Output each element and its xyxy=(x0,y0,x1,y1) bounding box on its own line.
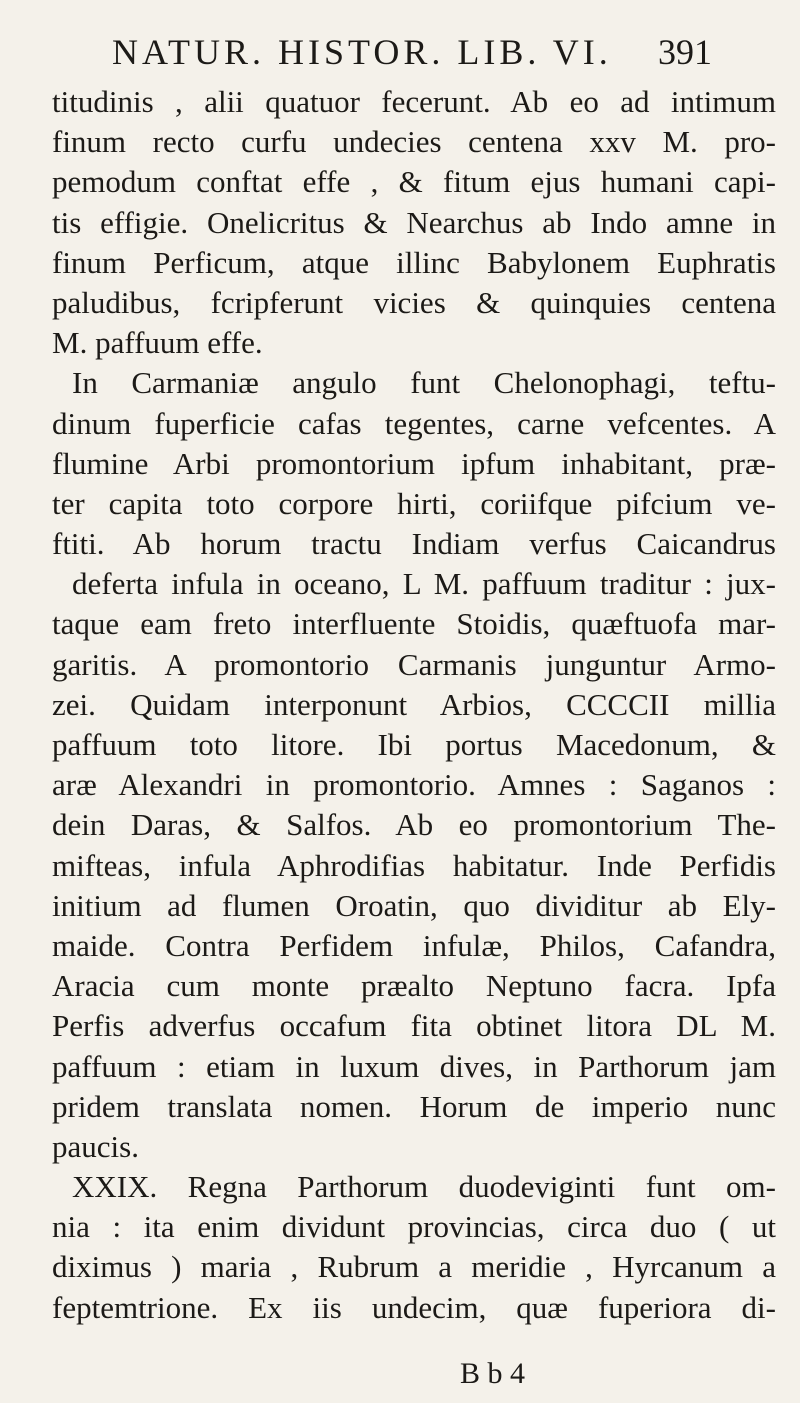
text-line: taque eam freto interfluente Stoidis, quæftuofa mar- xyxy=(52,606,776,642)
text-line: dinum fuperficie cafas tegentes, carne vefcentes. A xyxy=(52,405,776,441)
text-line: pemodum conftat effe , & fitum ejus humani capi- xyxy=(52,164,776,200)
text-line: Aracia cum monte præalto Neptuno facra. Ipfa xyxy=(52,968,776,1004)
text-line: maide. Contra Perfidem infulæ, Philos, Cafandra, xyxy=(52,927,776,963)
text-line: pridem translata nomen. Horum de imperio nunc xyxy=(52,1088,776,1124)
text-line: paffuum : etiam in luxum dives, in Parthorum jam xyxy=(52,1048,776,1084)
text-line: ter capita toto corpore hirti, coriifque pifcium ve- xyxy=(52,485,776,521)
text-line: Perfis adverfus occafum fita obtinet litora DL M. xyxy=(52,1008,776,1044)
text-line: nia : ita enim dividunt provincias, circa duo ( ut xyxy=(52,1209,776,1245)
chapter-start-line: XXIX. Regna Parthorum duodeviginti funt om- xyxy=(72,1169,776,1205)
text-line: aræ Alexandri in promontorio. Amnes : Saganos : xyxy=(52,767,776,803)
text-line: zei. Quidam interponunt Arbios, CCCCII millia xyxy=(52,686,776,722)
body-text xyxy=(52,82,776,1328)
signature-mark: B b 4 xyxy=(460,1357,526,1390)
running-head xyxy=(112,28,712,76)
text-line: paucis. xyxy=(52,1128,139,1164)
text-line: tis effigie. Onelicritus & Nearchus ab Indo amne in xyxy=(52,204,776,240)
text-line: paludibus, fcripferunt vicies & quinquies centena xyxy=(52,284,776,320)
text-line: feptemtrione. Ex iis undecim, quæ fuperiora di- xyxy=(52,1289,776,1325)
page-number: 391 xyxy=(658,32,712,72)
text-line: finum recto curfu undecies centena xxv M. pro- xyxy=(52,124,776,160)
text-line: ftiti. Ab horum tractu Indiam verfus Caicandrus xyxy=(52,526,776,562)
text-line: M. paffuum effe. xyxy=(52,325,263,361)
paragraph-start-line: In Carmaniæ angulo funt Chelonophagi, teftu- xyxy=(72,365,776,401)
text-line: titudinis , alii quatuor fecerunt. Ab eo ad intimum xyxy=(52,84,776,119)
text-line: diximus ) maria , Rubrum a meridie , Hyrcanum a xyxy=(52,1249,776,1285)
text-line: dein Daras, & Salfos. Ab eo promontorium The- xyxy=(52,807,776,843)
text-line: paffuum toto litore. Ibi portus Macedonum, & xyxy=(52,727,776,762)
text-line: garitis. A promontorio Carmanis junguntur Armo- xyxy=(52,646,776,682)
text-line: initium ad flumen Oroatin, quo dividitur ab Ely- xyxy=(52,887,776,923)
text-line: mifteas, infula Aphrodifias habitatur. Inde Perfidis xyxy=(52,847,776,883)
text-line: flumine Arbi promontorium ipfum inhabitant, præ- xyxy=(52,445,776,481)
text-line: finum Perficum, atque illinc Babylonem Euphratis xyxy=(52,244,776,280)
text-line: deferta infula in oceano, L M. paffuum traditur : jux- xyxy=(72,566,776,602)
running-title: NATUR. HISTOR. LIB. VI. xyxy=(112,32,612,72)
